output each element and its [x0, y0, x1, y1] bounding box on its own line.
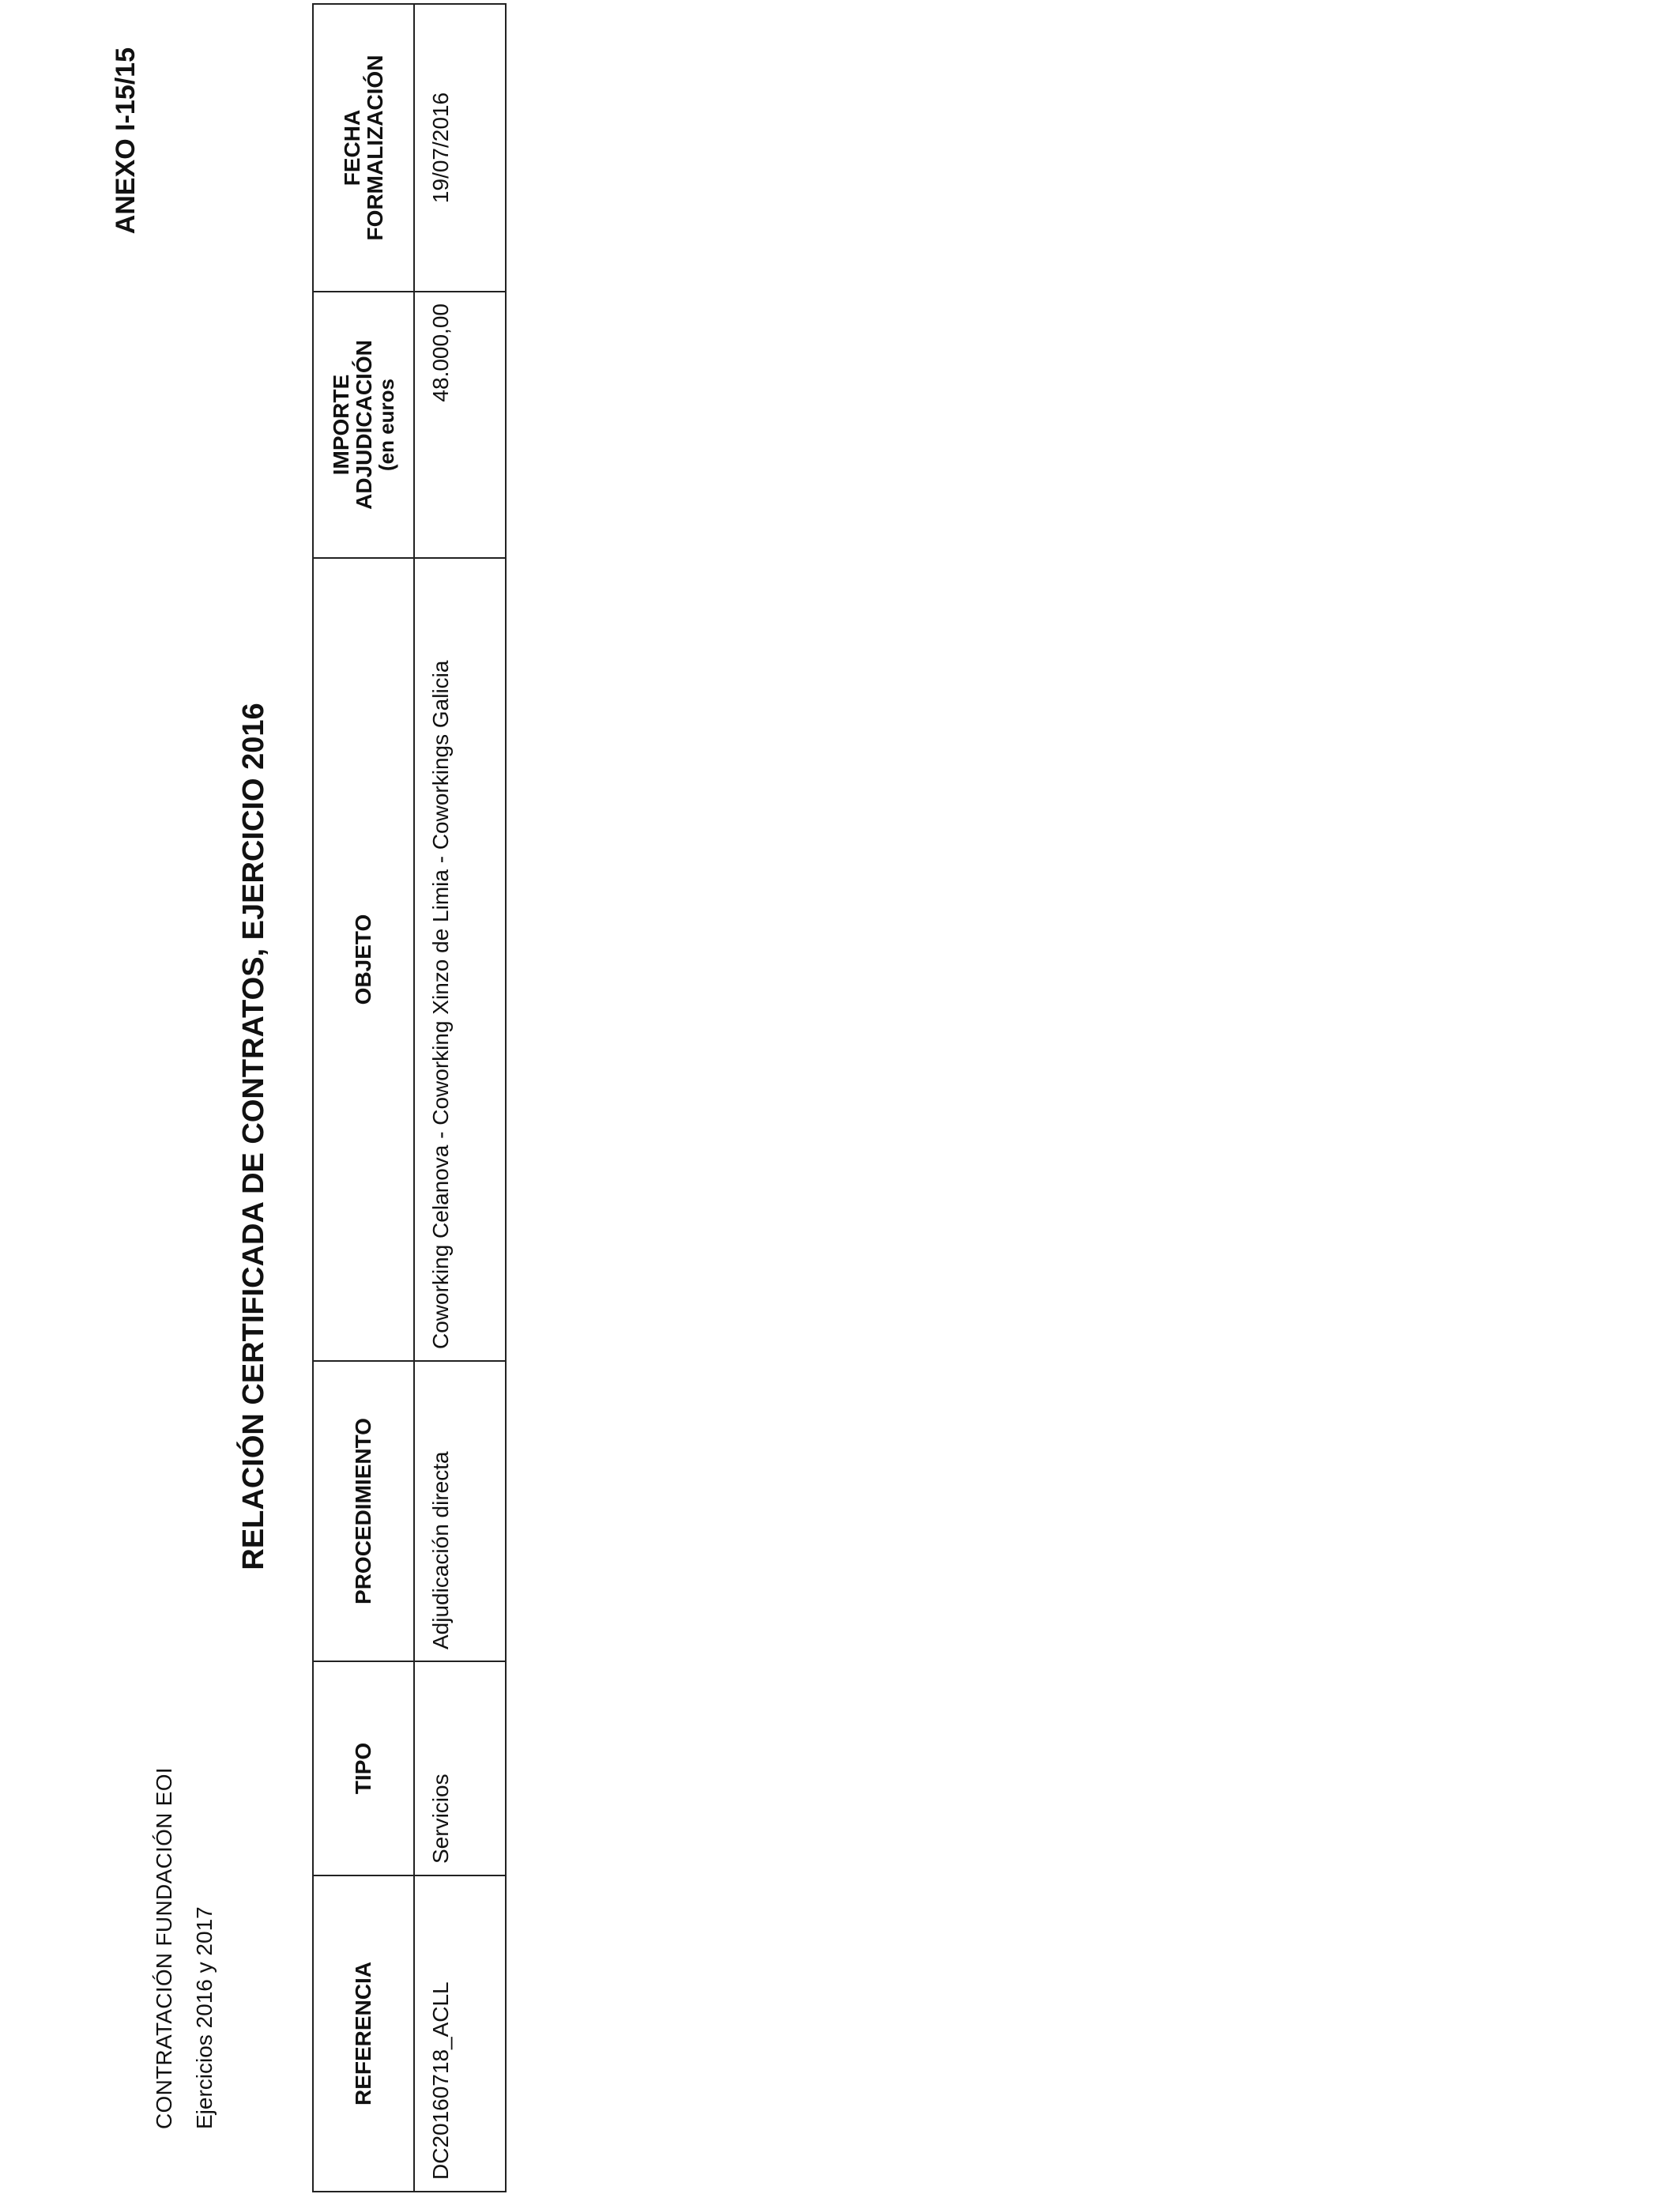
header-importe-line1: IMPORTE — [328, 374, 353, 476]
cell-procedimiento: Adjudicación directa — [414, 1361, 506, 1661]
column-header-importe — [313, 292, 414, 558]
table-header-row — [313, 4, 414, 2192]
page-title: RELACIÓN CERTIFICADA DE CONTRATOS, EJERCICIO 2016 — [237, 703, 270, 1570]
cell-referencia: DC20160718_ACLL — [414, 1875, 506, 2192]
header-procedimiento-label: PROCEDIMIENTO — [351, 1418, 376, 1604]
contracts-table — [312, 3, 507, 2192]
header-importe-line3: (en euros — [374, 378, 398, 472]
cell-importe: 48.000,00 — [414, 292, 506, 558]
table-row — [414, 4, 506, 2192]
column-header-objeto — [313, 558, 414, 1361]
column-header-tipo — [313, 1661, 414, 1875]
column-header-referencia — [313, 1875, 414, 2192]
header-importe-line2: ADJUDICACIÓN — [352, 340, 377, 510]
fiscal-years: Ejercicios 2016 y 2017 — [192, 1906, 217, 2129]
cell-fecha: 19/07/2016 — [414, 4, 506, 292]
header-fecha-line2: FORMALIZACIÓN — [363, 55, 387, 241]
column-header-fecha — [313, 4, 414, 292]
cell-tipo: Servicios — [414, 1661, 506, 1875]
column-header-procedimiento — [313, 1361, 414, 1661]
header-tipo-label: TIPO — [351, 1742, 376, 1795]
organization-name: CONTRATACIÓN FUNDACIÓN EOI — [152, 1767, 176, 2129]
cell-objeto: Coworking Celanova - Coworking Xinzo de Limia - Coworkings Galicia — [414, 558, 506, 1361]
header-objeto-label: OBJETO — [351, 914, 376, 1005]
annex-number: ANEXO I-15/15 — [111, 47, 141, 235]
header-referencia-label: REFERENCIA — [351, 1962, 376, 2106]
header-fecha-line1: FECHA — [339, 109, 364, 187]
